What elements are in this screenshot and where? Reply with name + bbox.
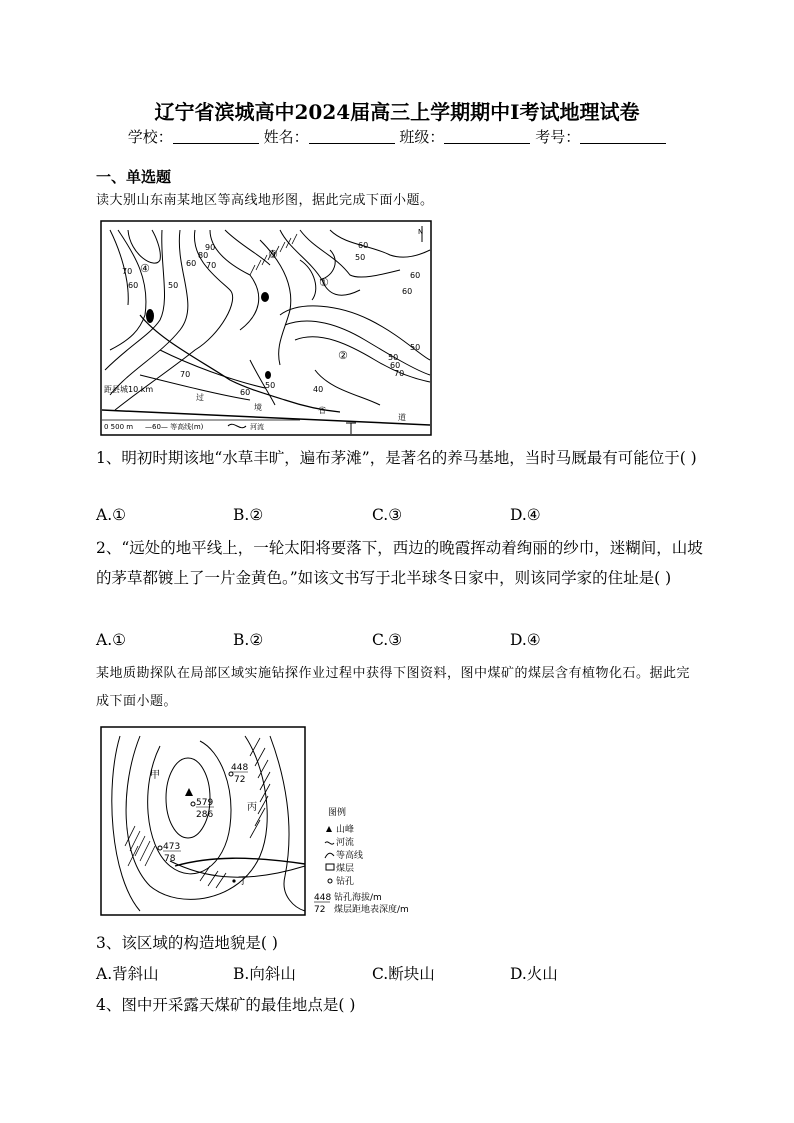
exam-number-label: 考号： <box>535 128 581 146</box>
borehole-depth: 286 <box>196 810 214 820</box>
point-ding: 丁 <box>238 876 248 887</box>
road-label: 省 <box>318 406 326 415</box>
option-b[interactable]: B.② <box>233 631 264 649</box>
contour-legend-icon <box>325 853 334 858</box>
question-1-stem: 1、明初时期该地“水草丰旷，遍布茅滩”，是著名的养马基地，当时马厩最有可能位于( ) <box>96 449 697 467</box>
borehole-elev: 473 <box>163 842 181 852</box>
school-field[interactable] <box>173 129 259 144</box>
borehole-legend-icon <box>328 879 332 883</box>
coal-legend-icon <box>326 864 334 870</box>
class-field[interactable] <box>444 129 530 144</box>
legend-depth-label: 煤层距地表深度/m <box>334 905 409 915</box>
river-legend: 河流 <box>250 423 264 431</box>
marker-1: ① <box>319 276 329 289</box>
passage-1: 读大别山东南某地区等高线地形图，据此完成下面小题。 <box>96 193 434 208</box>
option-a[interactable]: A.① <box>96 631 127 649</box>
road-label: 道 <box>398 413 406 422</box>
question-4-stem: 4、图中开采露天煤矿的最佳地点是( ) <box>96 996 356 1014</box>
legend-elev-label: 钻孔海拔/m <box>334 893 382 903</box>
option-c[interactable]: C.③ <box>372 506 403 524</box>
question-3-stem: 3、该区域的构造地貌是( ) <box>96 934 278 952</box>
legend-item: 河流 <box>336 838 355 848</box>
contour-label: 60 <box>128 281 139 290</box>
marker-4: ④ <box>140 262 150 275</box>
contour-label: 50 <box>388 353 399 362</box>
road-label: 境 <box>254 403 262 412</box>
option-d[interactable]: D.④ <box>510 631 541 649</box>
contour-label: 70 <box>180 370 191 379</box>
legend-item: 等高线 <box>336 851 364 861</box>
page-title: 辽宁省滨城高中2024届高三上学期期中Ⅰ考试地理试卷 <box>154 100 640 124</box>
legend-depth-sample: 72 <box>314 905 326 915</box>
point-bing: 丙 <box>247 802 257 813</box>
contour-label: 60 <box>186 259 197 268</box>
legend-elev-sample: 448 <box>314 893 332 903</box>
marker-2: ② <box>338 349 348 362</box>
contour-label: 50 <box>168 281 179 290</box>
geology-map <box>100 726 430 918</box>
contour-label: 70 <box>122 267 133 276</box>
option-b[interactable]: B.② <box>233 506 264 524</box>
question-1-options <box>96 506 636 530</box>
contour-label: 90 <box>205 243 216 252</box>
name-field[interactable] <box>309 129 395 144</box>
legend-item: 山峰 <box>336 825 355 835</box>
option-c[interactable]: C.断块山 <box>372 965 435 983</box>
road-label: 过 <box>196 393 204 402</box>
contour-label: 70 <box>206 261 217 270</box>
contour-label: 60 <box>402 287 413 296</box>
legend-item: 钻孔 <box>336 877 355 887</box>
contour-label: 50 <box>265 381 276 390</box>
student-info-line <box>0 126 794 147</box>
contour-label: 50 <box>355 253 366 262</box>
peak-legend-icon <box>326 826 332 832</box>
legend-title: 图例 <box>328 808 347 818</box>
borehole-depth: 78 <box>164 854 176 864</box>
question-2-stem: 2、“远处的地平线上，一轮太阳将要落下，西边的晚霞挥动着绚丽的纱巾，迷糊间，山坡的茅草都镀上了一片金黄色。”如该文书写于北半球冬日家中，则该同学家的住址是( ) <box>96 539 703 587</box>
school-label: 学校： <box>127 128 173 146</box>
name-label: 姓名： <box>263 128 309 146</box>
contour-label: 60 <box>390 361 401 370</box>
option-a[interactable]: A.背斜山 <box>96 965 159 983</box>
contour-label: 50 <box>410 343 421 352</box>
class-label: 班级： <box>399 128 445 146</box>
contour-map <box>100 220 432 436</box>
borehole-elev: 579 <box>196 798 214 808</box>
option-d[interactable]: D.火山 <box>510 965 558 983</box>
option-a[interactable]: A.① <box>96 506 127 524</box>
question-2-options <box>96 631 636 655</box>
north-arrow-icon: N <box>418 228 424 236</box>
question-3-options <box>96 962 636 986</box>
contour-label: 40 <box>313 385 324 394</box>
scale-label: 0 500 m <box>104 423 134 431</box>
exam-number-field[interactable] <box>580 129 666 144</box>
option-d[interactable]: D.④ <box>510 506 541 524</box>
marker-3: ③ <box>268 248 278 261</box>
contour-label: 60 <box>240 388 251 397</box>
option-b[interactable]: B.向斜山 <box>233 965 296 983</box>
passage-2: 某地质勘探队在局部区域实施钻探作业过程中获得下图资料，图中煤矿的煤层含有植物化石。据此完成下面小题。 <box>96 666 691 709</box>
borehole-elev: 448 <box>231 763 249 773</box>
section-heading: 一、单选题 <box>96 168 172 186</box>
contour-label: 60 <box>410 271 421 280</box>
distance-label: 距县城10 km <box>104 385 154 394</box>
river-legend-icon <box>325 842 334 844</box>
contour-legend: —60— 等高线(m) <box>145 423 204 431</box>
borehole-depth: 72 <box>234 775 246 785</box>
point-jia: 甲 <box>150 770 160 781</box>
legend-item: 煤层 <box>336 864 355 874</box>
option-c[interactable]: C.③ <box>372 631 403 649</box>
contour-label: 60 <box>358 241 369 250</box>
contour-label: 70 <box>394 369 405 378</box>
contour-label: 80 <box>198 251 209 260</box>
